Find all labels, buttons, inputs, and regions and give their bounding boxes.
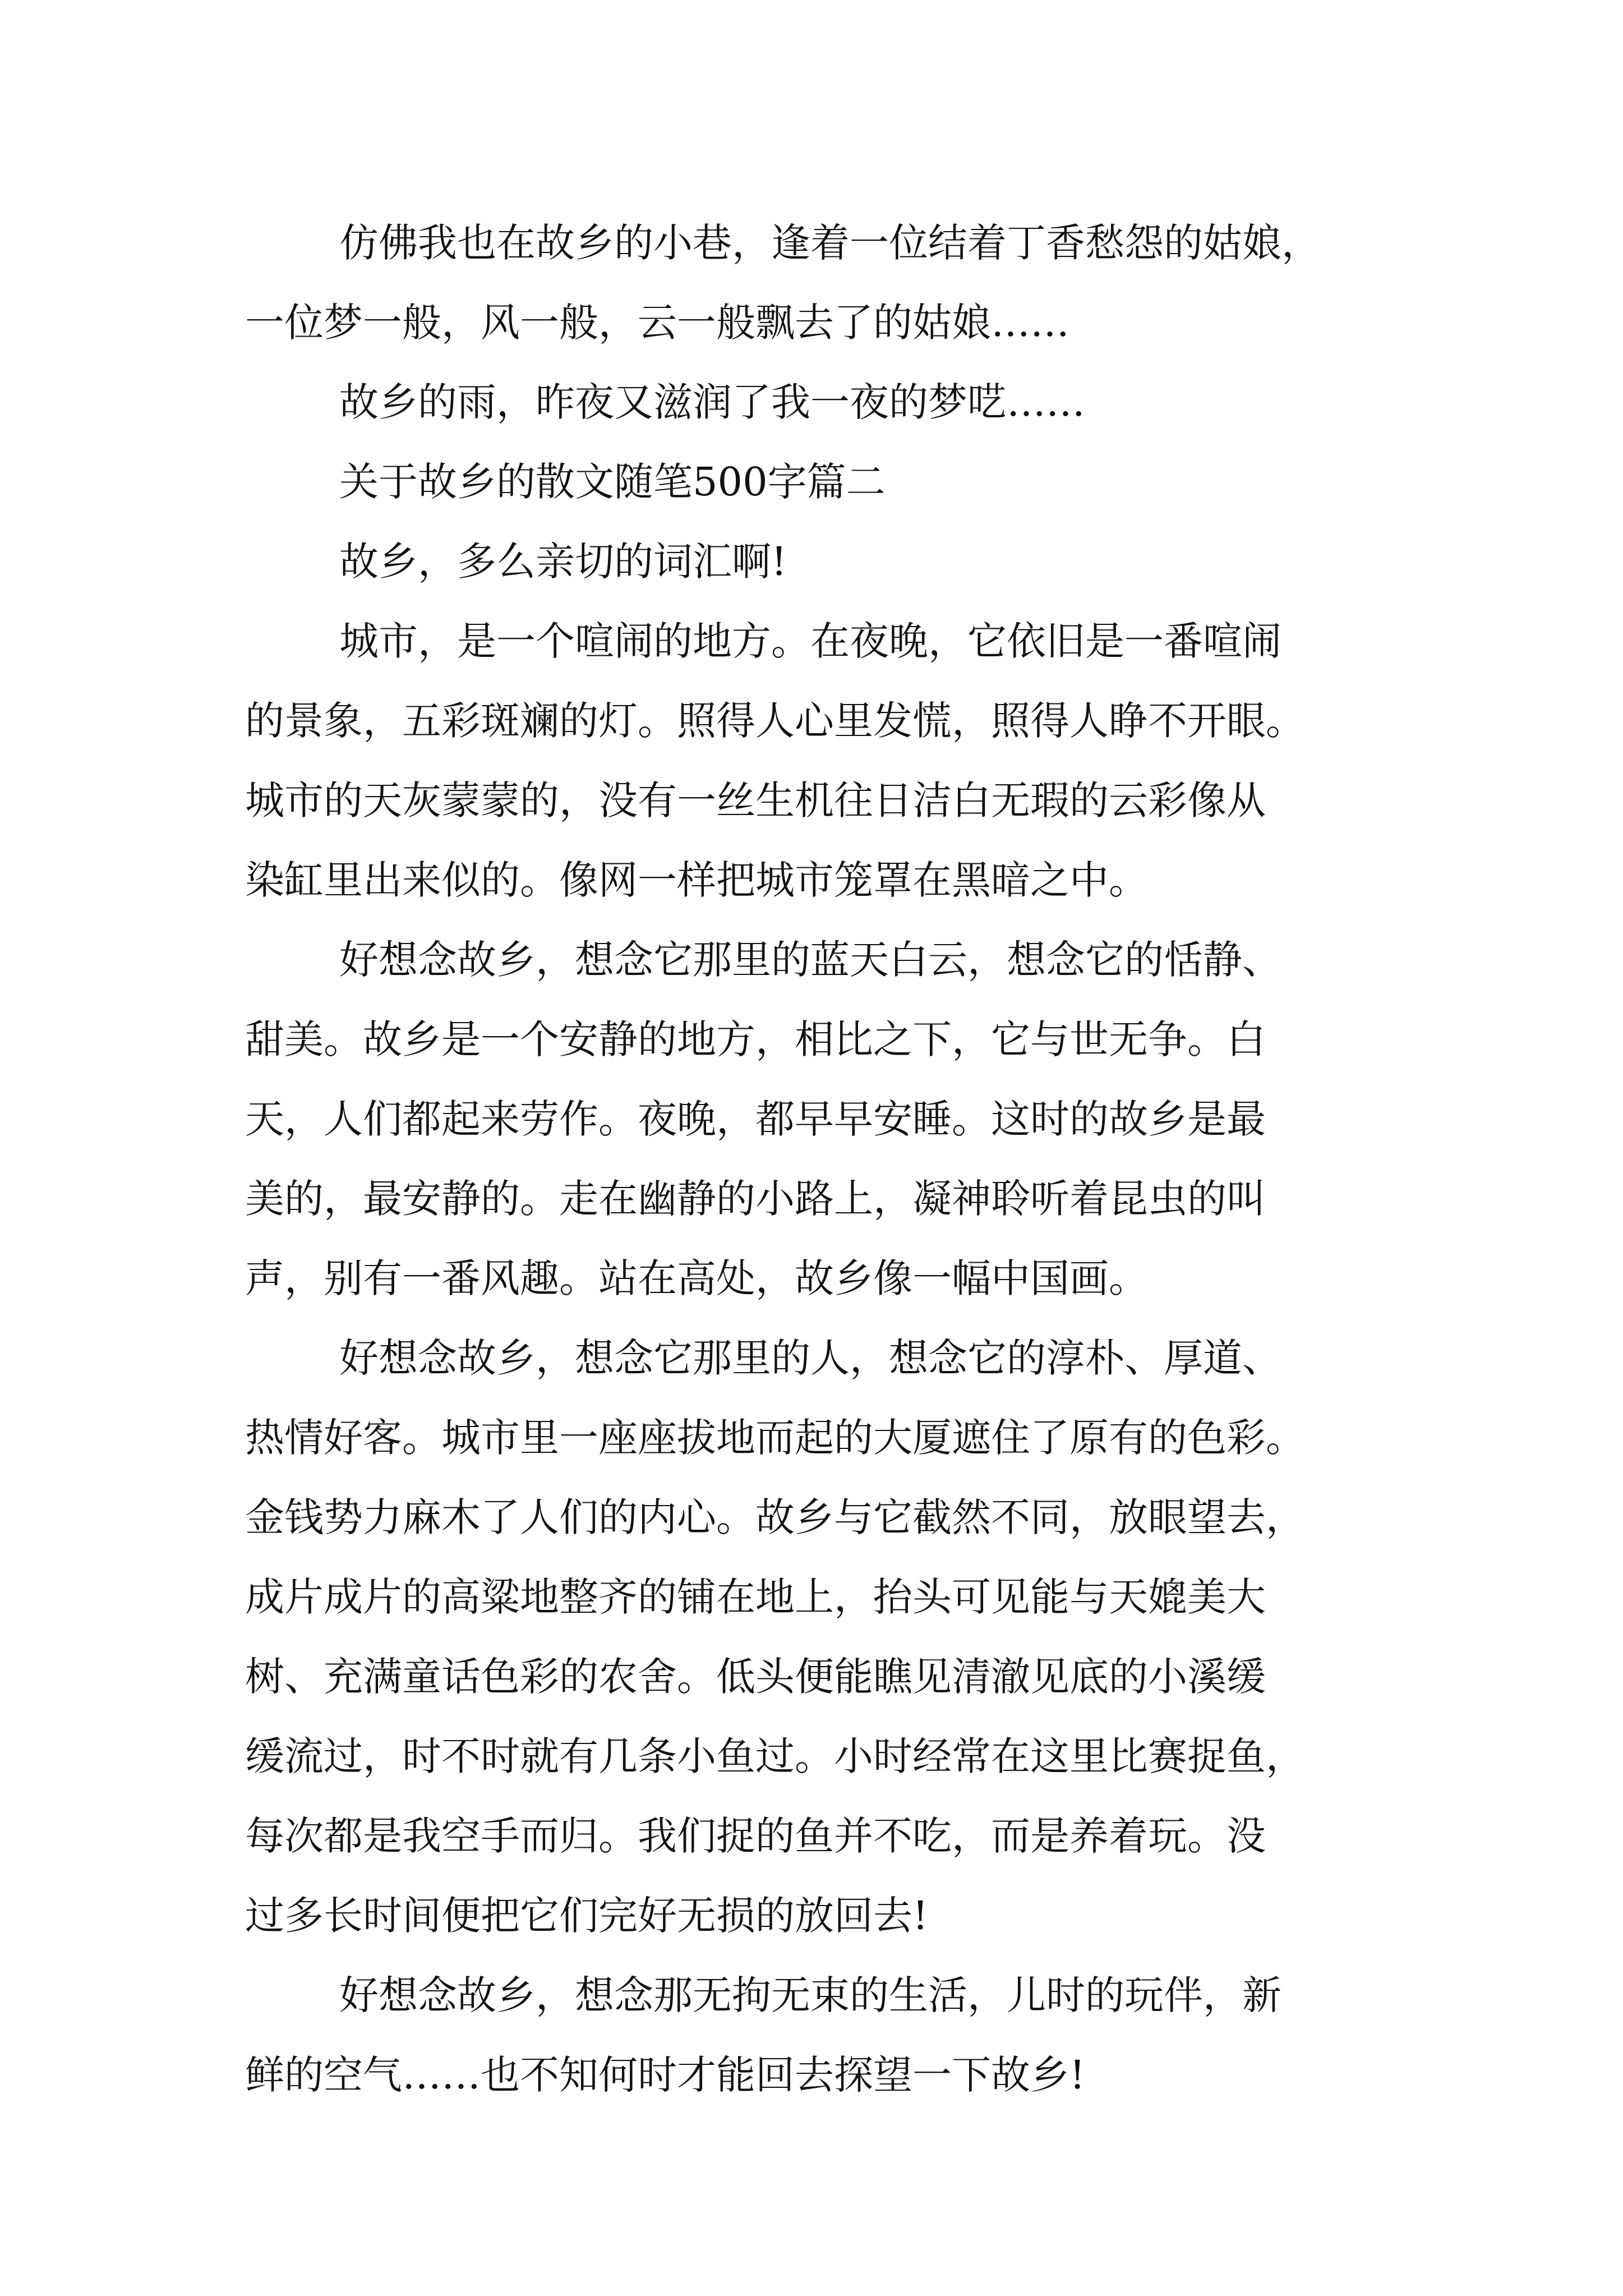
text-line: 缓流过，时不时就有几条小鱼过。小时经常在这里比赛捉鱼， (245, 1733, 1305, 1779)
text-line: 好想念故乡，想念它那里的蓝天白云，想念它的恬静、 (339, 937, 1281, 983)
text-line: 鲜的空气……也不知何时才能回去探望一下故乡! (245, 2052, 1086, 2098)
text-line: 的景象，五彩斑斓的灯。照得人心里发慌，照得人睁不开眼。 (245, 698, 1305, 744)
text-line: 城市的天灰蒙蒙的，没有一丝生机往日洁白无瑕的云彩像从 (245, 777, 1266, 823)
text-line: 美的，最安静的。走在幽静的小路上，凝神聆听着昆虫的叫 (245, 1176, 1266, 1222)
text-line: 故乡，多么亲切的词汇啊! (339, 539, 787, 585)
text-line: 好想念故乡，想念那无拘无束的生活，儿时的玩伴，新 (339, 1972, 1281, 2018)
text-line: 仿佛我也在故乡的小巷，逢着一位结着丁香愁怨的姑娘， (339, 220, 1321, 266)
text-line: 成片成片的高粱地整齐的铺在地上，抬头可见能与天媲美大 (245, 1574, 1266, 1620)
text-line: 声，别有一番风趣。站在高处，故乡像一幅中国画。 (245, 1255, 1148, 1301)
text-line: 故乡的雨，昨夜又滋润了我一夜的梦呓…… (339, 379, 1085, 425)
section-heading: 关于故乡的散文随笔500字篇二 (339, 459, 886, 505)
text-line: 金钱势力麻木了人们的内心。故乡与它截然不同，放眼望去， (245, 1494, 1305, 1540)
text-line: 城市，是一个喧闹的地方。在夜晚，它依旧是一番喧闹 (339, 618, 1281, 664)
body-text (245, 203, 1445, 2115)
text-line: 热情好客。城市里一座座拔地而起的大厦遮住了原有的色彩。 (245, 1415, 1305, 1461)
text-line: 一位梦一般，风一般，云一般飘去了的姑娘…… (245, 300, 1069, 346)
text-line: 天，人们都起来劳作。夜晚，都早早安睡。这时的故乡是最 (245, 1096, 1266, 1142)
text-line: 每次都是我空手而归。我们捉的鱼并不吃，而是养着玩。没 (245, 1813, 1266, 1859)
text-line: 好想念故乡，想念它那里的人，想念它的淳朴、厚道、 (339, 1335, 1281, 1381)
text-line: 甜美。故乡是一个安静的地方，相比之下，它与世无争。白 (245, 1016, 1266, 1062)
text-line: 染缸里出来似的。像网一样把城市笼罩在黑暗之中。 (245, 857, 1148, 903)
text-line: 过多长时间便把它们完好无损的放回去! (245, 1893, 929, 1939)
text-line: 树、充满童话色彩的农舍。低头便能瞧见清澈见底的小溪缓 (245, 1654, 1266, 1700)
